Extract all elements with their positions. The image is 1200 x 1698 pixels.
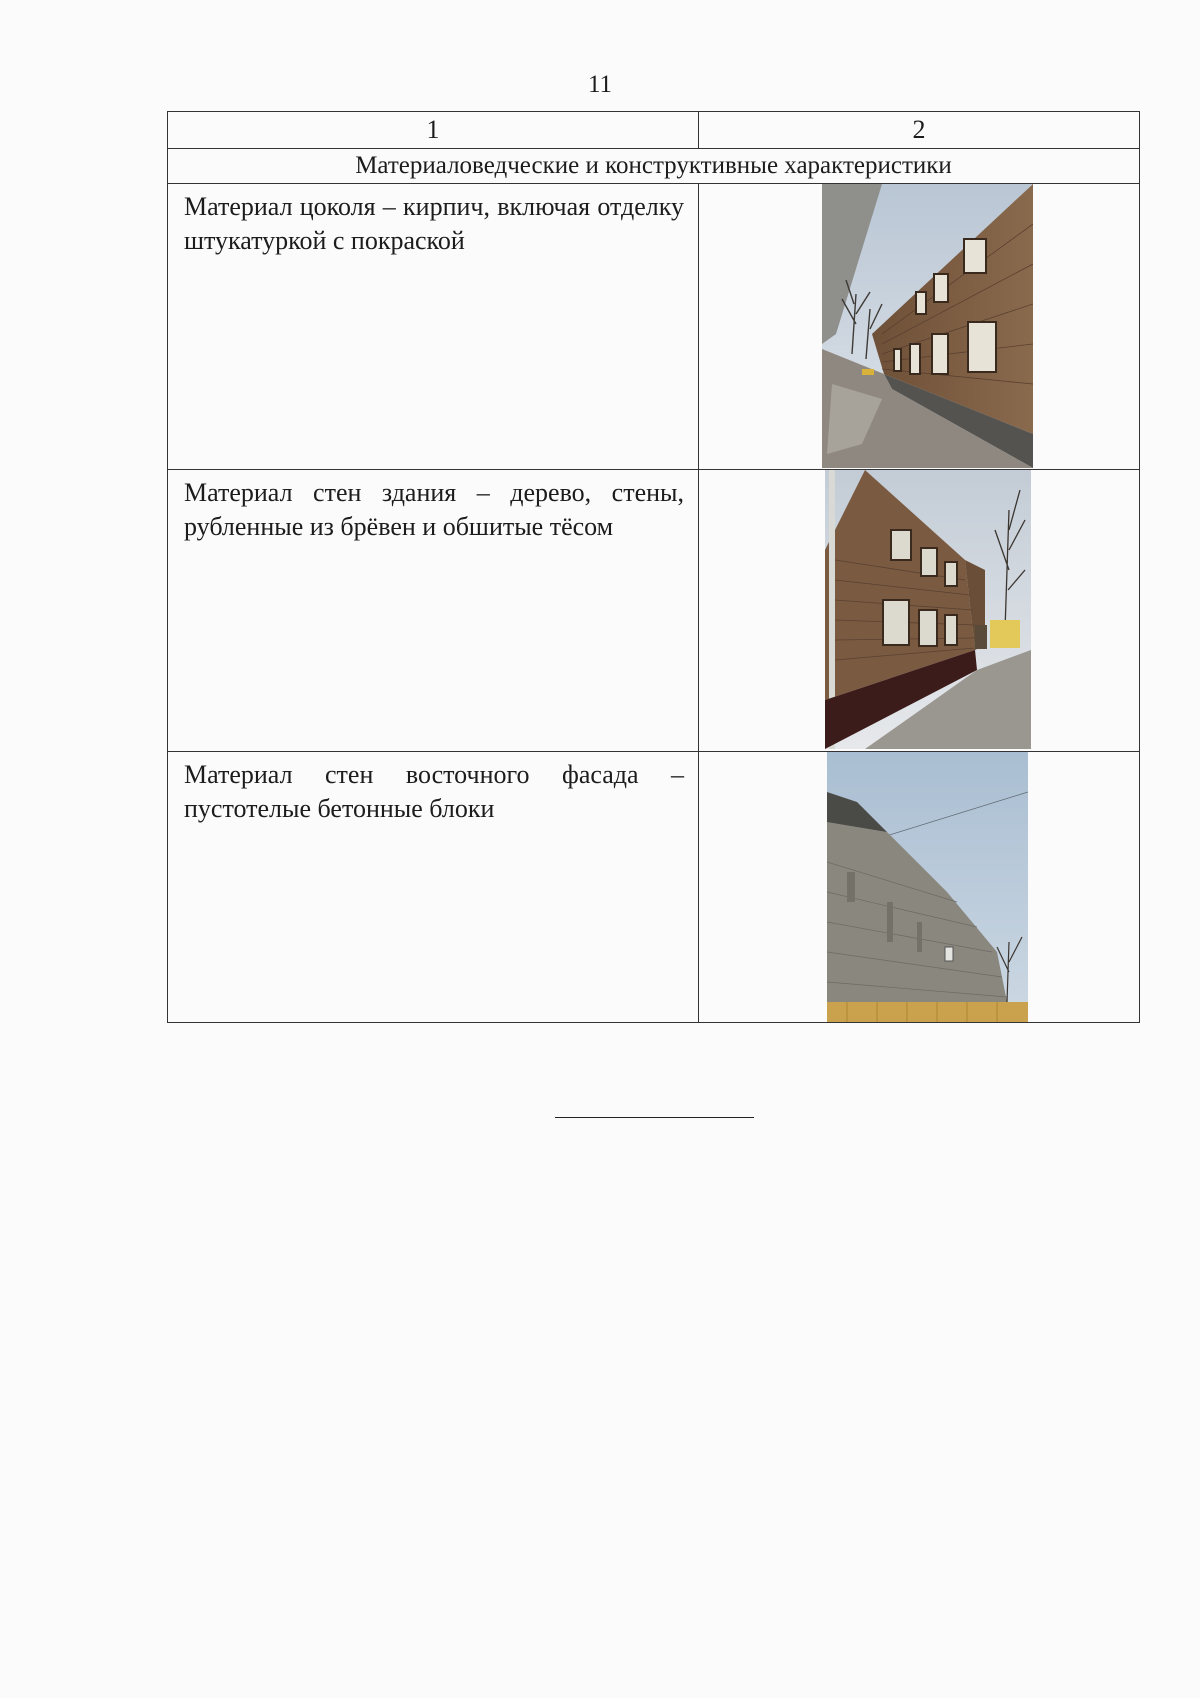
table-row — [168, 752, 1140, 1023]
end-separator-line — [555, 1117, 754, 1118]
row-photo-cell — [699, 470, 1140, 752]
table-row — [168, 184, 1140, 470]
row-photo-cell — [699, 752, 1140, 1023]
column-header-1: 1 — [168, 112, 699, 149]
table-header-row — [168, 112, 1140, 149]
table-row — [168, 470, 1140, 752]
row-description: Материал стен здания – дерево, стены, рубленные из брёвен и обшитые тёсом — [168, 470, 699, 752]
column-header-2: 2 — [699, 112, 1140, 149]
row-photo-cell — [699, 184, 1140, 470]
photo-log-walls-corner — [825, 470, 1031, 749]
row-description: Материал стен восточного фасада – пустотелые бетонные блоки — [168, 752, 699, 1023]
section-title: Материаловедческие и конструктивные характеристики — [168, 149, 1140, 184]
row-description: Материал цоколя – кирпич, включая отделку штукатуркой с покраской — [168, 184, 699, 470]
section-row — [168, 149, 1140, 184]
photo-concrete-block-wall — [827, 752, 1028, 1022]
photo-wooden-facade-plinth — [822, 184, 1033, 468]
characteristics-table — [167, 111, 1140, 1023]
page-number: 11 — [587, 71, 613, 98]
